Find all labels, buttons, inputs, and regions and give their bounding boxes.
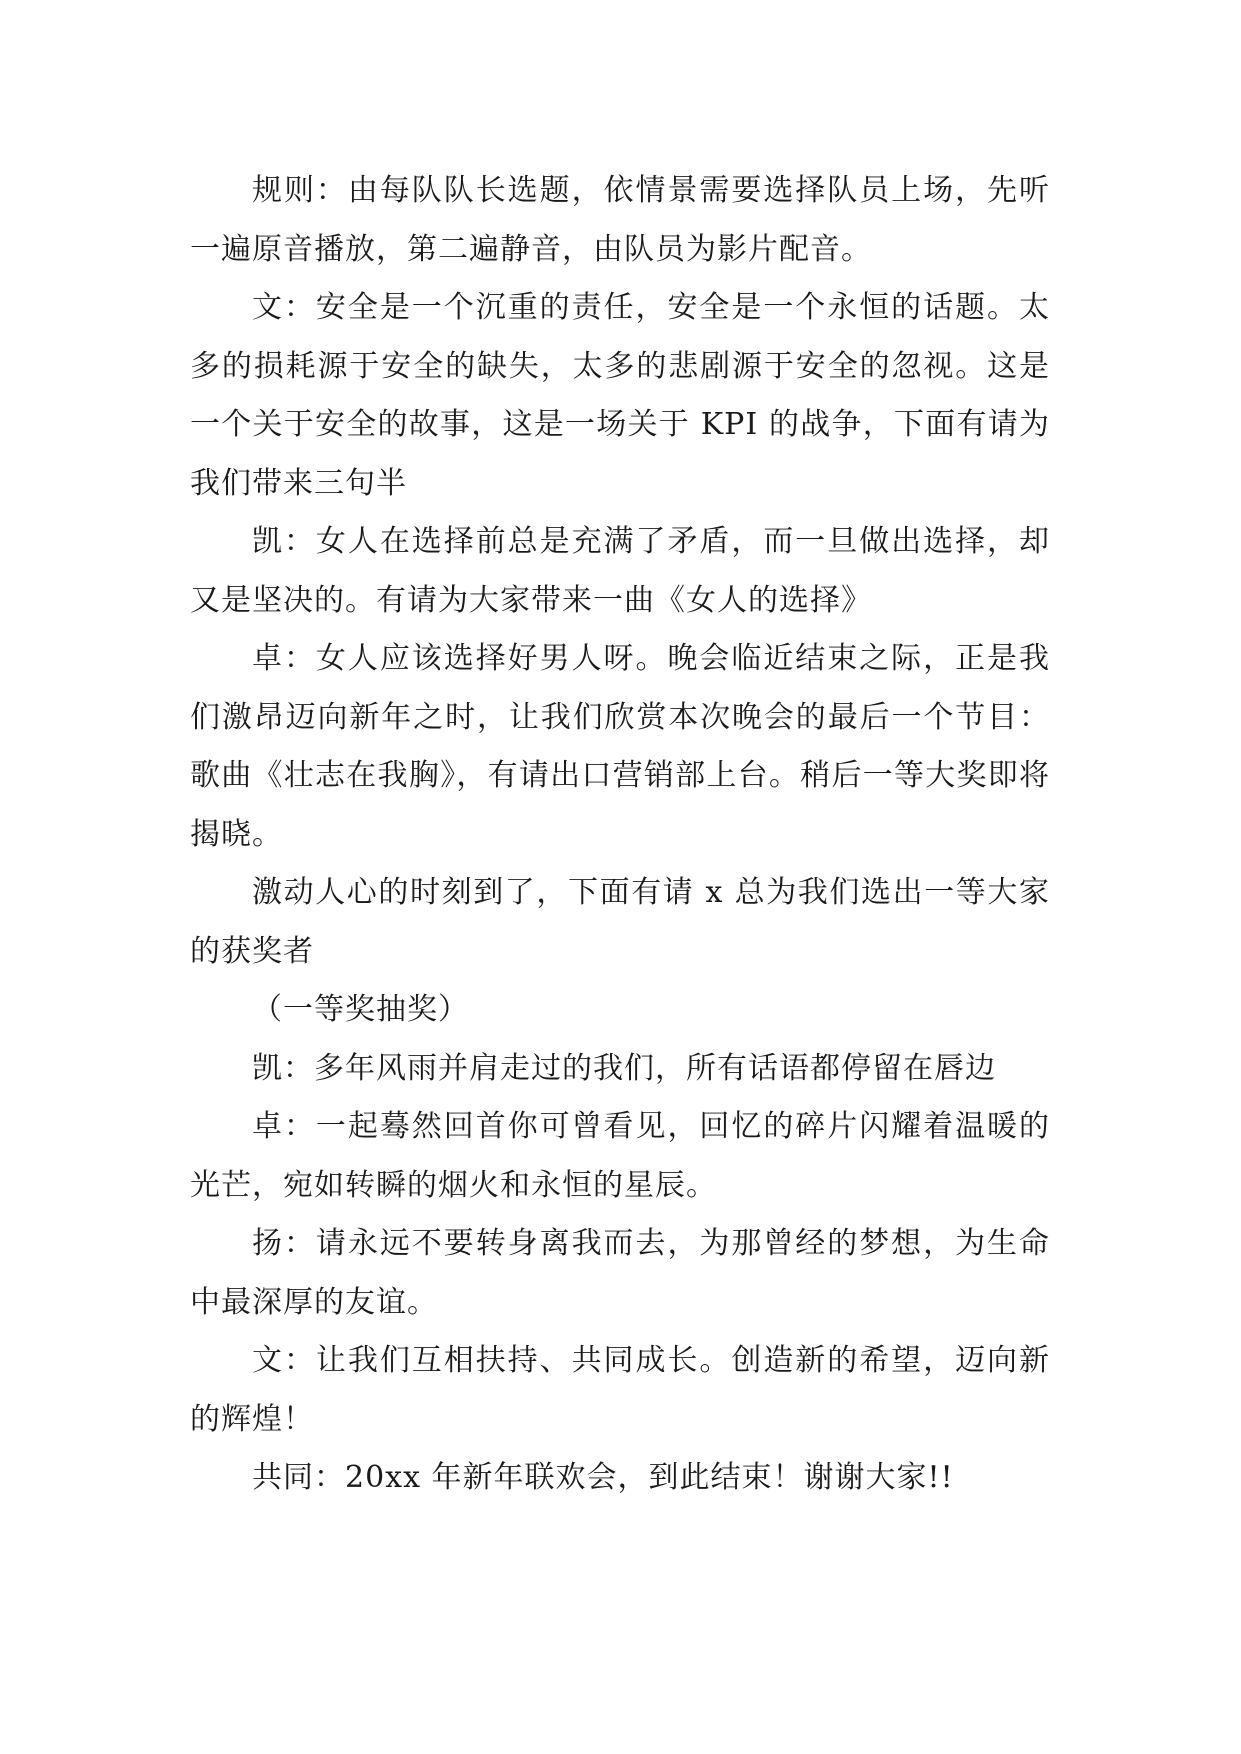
paragraph-wen-closing: 文：让我们互相扶持、共同成长。创造新的希望，迈向新的辉煌！ <box>190 1343 1050 1437</box>
paragraph-yang-closing: 扬：请永远不要转身离我而去，为那曾经的梦想，为生命中最深厚的友谊。 <box>190 1226 1050 1320</box>
paragraph-kai-closing: 凯：多年风雨并肩走过的我们，所有话语都停留在唇边 <box>252 1050 996 1086</box>
paragraph-wen-safety: 文：安全是一个沉重的责任，安全是一个永恒的话题。太多的损耗源于安全的缺失，太多的悲剧源于安全的忽视。这是一个关于安全的故事，这是一场关于 KPI 的战争，下面有请为我们带来三句半 <box>190 290 1050 501</box>
paragraph-kai-choice: 凯：女人在选择前总是充满了矛盾，而一旦做出选择，却又是坚决的。有请为大家带来一曲《女人的选择》 <box>190 524 1050 618</box>
paragraph-zhuo-finale: 卓：女人应该选择好男人呀。晚会临近结束之际，正是我们激昂迈向新年之时，让我们欣赏本次晚会的最后一个节目：歌曲《壮志在我胸》，有请出口营销部上台。稍后一等大奖即将揭晓。 <box>190 641 1050 852</box>
paragraph-first-prize-draw: （一等奖抽奖） <box>252 992 469 1027</box>
document-body <box>190 162 1050 1508</box>
paragraph-first-prize-intro: 激动人心的时刻到了，下面有请 x 总为我们选出一等大家的获奖者 <box>190 875 1050 969</box>
paragraph-rules: 规则：由每队队长选题，依情景需要选择队员上场，先听一遍原音播放，第二遍静音，由队员为影片配音。 <box>190 173 1050 267</box>
paragraph-zhuo-closing: 卓：一起蓦然回首你可曾看见，回忆的碎片闪耀着温暖的光芒，宛如转瞬的烟火和永恒的星辰。 <box>190 1109 1050 1203</box>
paragraph-together-end: 共同：20xx 年新年联欢会，到此结束！谢谢大家!! <box>252 1460 954 1495</box>
